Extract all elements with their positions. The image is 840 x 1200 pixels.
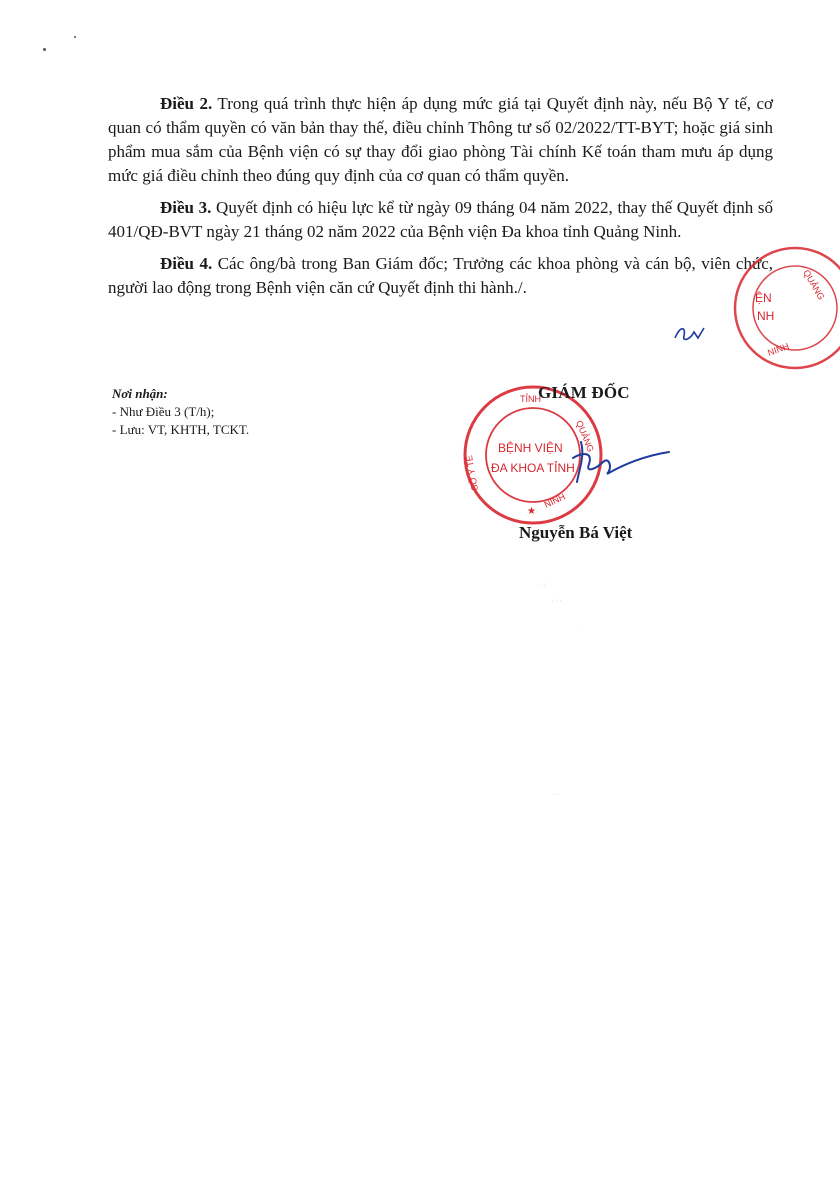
- article-2-label: Điều 2.: [160, 94, 213, 113]
- recipients-title: Nơi nhận:: [112, 386, 168, 401]
- article-3-text: Quyết định có hiệu lực kể từ ngày 09 tháng 04 năm 2022, thay thế Quyết định số 401/QĐ-BVT ngày 21 tháng 02 năm 2022 của Bệnh viện Đa khoa tỉnh Quảng Ninh.: [108, 198, 773, 241]
- side-stamp-line2: NH: [757, 309, 775, 323]
- stamp-ring-bottom: NINH: [542, 491, 567, 510]
- recipients-block: [112, 385, 249, 439]
- stamp-ring-right: QUẢNG: [574, 419, 596, 454]
- stamp-star-icon: ★: [527, 506, 536, 517]
- article-4: [108, 252, 773, 300]
- article-4-label: Điều 4.: [160, 254, 213, 273]
- article-3-label: Điều 3.: [160, 198, 212, 217]
- scan-speck: [74, 36, 76, 38]
- articles-section: [108, 92, 773, 308]
- signer-title: GIÁM ĐỐC: [538, 383, 630, 402]
- article-2: [108, 92, 773, 188]
- bleed-through-mark: : · ·: [552, 598, 562, 605]
- side-stamp-ring-bottom: NINH: [766, 340, 791, 358]
- side-stamp-line1: ỆN: [755, 291, 772, 305]
- handwritten-signature: [563, 438, 683, 488]
- initials-mark: [672, 322, 712, 344]
- recipient-item: - Như Điều 3 (T/h);: [112, 404, 215, 419]
- stamp-ring-left: SỞ Y TẾ: [463, 454, 480, 492]
- recipient-item: - Lưu: VT, KHTH, TCKT.: [112, 422, 250, 437]
- article-3: [108, 196, 773, 244]
- bleed-through-mark: · :: [540, 582, 546, 589]
- bleed-through-mark: · ·: [553, 792, 559, 799]
- article-4-text: Các ông/bà trong Ban Giám đốc; Trưởng các khoa phòng và cán bộ, viên chức, người lao động trong Bệnh viện căn cứ Quyết định thi hành./.: [108, 254, 773, 297]
- article-2-text: Trong quá trình thực hiện áp dụng mức giá tại Quyết định này, nếu Bộ Y tế, cơ quan có thẩm quyền có văn bản thay thế, điều chỉnh Thông tư số 02/2022/TT-BYT; hoặc giá sinh phẩm mua sắm của Bệnh viện có sự thay đổi giao phòng Tài chính Kế toán tham mưu áp dụng mức giá điều chỉnh theo đúng quy định của cơ quan có thẩm quyền.: [108, 94, 774, 185]
- stamp-line-1: BỆNH VIỆN: [498, 441, 563, 455]
- bleed-through-mark: ·: [578, 628, 580, 635]
- side-stamp-seal: [725, 238, 840, 378]
- scan-speck: [43, 48, 46, 51]
- stamp-ring-top: TỈNH: [520, 394, 541, 404]
- signature-block: [440, 380, 750, 550]
- side-stamp-ring-text: QUẢNG: [801, 268, 827, 302]
- stamp-line-2: ĐA KHOA TỈNH: [491, 461, 575, 475]
- signer-name: Nguyễn Bá Việt: [519, 523, 633, 542]
